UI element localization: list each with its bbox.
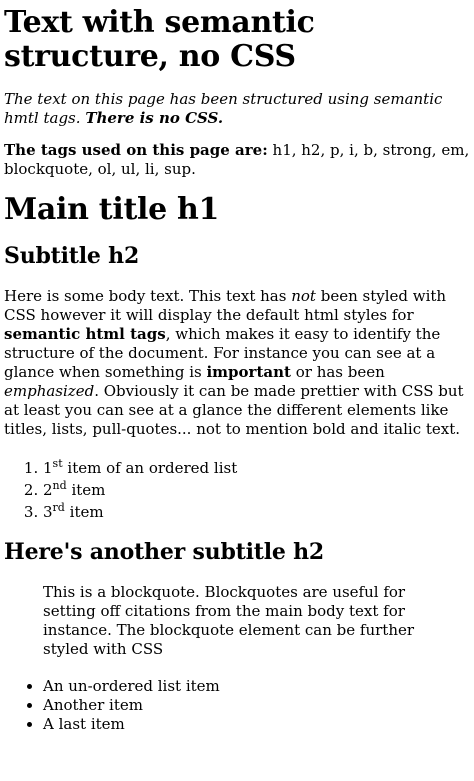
item-ordinal-suffix: nd [52, 479, 67, 492]
unordered-list-item: • An un-ordered list item [43, 677, 470, 696]
ordered-list-item [43, 479, 470, 501]
body-text-2: been styled with CSS however it will display the default html styles for [4, 287, 447, 324]
ordered-list [4, 457, 470, 523]
tags-label: The tags used on this page are: [4, 141, 268, 159]
item-text: item of an ordered list [67, 459, 238, 477]
item-ordinal-suffix: st [52, 457, 63, 470]
intro-italic-text: The text on this page has been structured using semantic hmtl tags. [4, 90, 443, 127]
body-text-5: . Obviously it can be made prettier with CSS but at least you can see at a glance the different elements like titles, lists, pull-quotes... not to mention bold and italic text. [4, 382, 464, 438]
item-number: 2 [43, 481, 53, 499]
blockquote: This is a blockquote. Blockquotes are useful for setting off citations from the main body text for instance. The blockquote element can be further styled with CSS [43, 583, 415, 658]
subtitle-2: Here's another subtitle h2 [4, 539, 325, 565]
item-ordinal-suffix: rd [52, 501, 65, 514]
item-number: 3 [43, 503, 53, 521]
body-important-strong: important [206, 363, 291, 381]
tags-list-text: h1, h2, p, i, b, strong, em, blockquote, ol, ul, li, sup. [4, 141, 470, 178]
unordered-list-item: • Another item [43, 696, 470, 715]
intro-bold-italic-text [85, 109, 223, 127]
body-not-emphasis: not [291, 287, 316, 305]
body-emphasized-em: emphasized [4, 382, 95, 400]
item-text: item [69, 503, 104, 521]
item-number: 1 [43, 459, 53, 477]
item-text: item [71, 481, 106, 499]
body-text-1: Here is some body text. This text has [4, 287, 287, 305]
body-semantic-tags-strong: semantic html tags [4, 325, 166, 343]
subtitle: Subtitle h2 [4, 243, 140, 269]
body-paragraph [4, 287, 470, 439]
main-title: Main title h1 [4, 192, 220, 227]
body-text-3: , which makes it easy to identify the structure of the document. For instance you can see at a glance when something is [4, 325, 441, 381]
tags-paragraph [4, 141, 470, 179]
body-text-4: or has been [295, 363, 385, 381]
intro-paragraph [4, 90, 470, 128]
no-css-note: There is no CSS. [85, 109, 224, 127]
unordered-list-item: • A last item [43, 715, 470, 734]
ordered-list-item [43, 457, 470, 479]
unordered-list [4, 677, 470, 734]
page-title: Text with semantic structure, no CSS [4, 5, 315, 74]
ordered-list-item [43, 501, 470, 523]
